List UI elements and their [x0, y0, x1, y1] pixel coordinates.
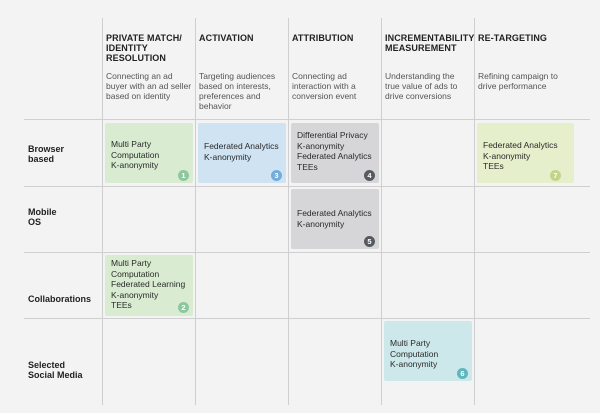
number-badge: 2 — [178, 302, 189, 313]
column-title-attribution — [292, 33, 353, 43]
number-badge: 5 — [364, 236, 375, 247]
number-badge: 1 — [178, 170, 189, 181]
column-desc-activation — [199, 71, 275, 111]
cell-line: TEEs — [483, 161, 504, 171]
cell-line: TEEs — [297, 161, 318, 172]
column-desc-line: preferences and — [199, 91, 261, 101]
grid-line-row-4 — [24, 318, 590, 319]
cell-text — [111, 139, 159, 171]
number-badge: 6 — [457, 368, 468, 379]
row-label-line: Browser — [28, 144, 65, 154]
grid-line-col-3 — [288, 18, 289, 405]
cell-line: Federated Learning — [111, 279, 186, 289]
grid-line-col-1 — [102, 18, 103, 405]
number-badge: 4 — [364, 170, 375, 181]
number-badge: 7 — [550, 170, 561, 181]
cell-browser-retargeting — [477, 123, 574, 183]
number-badge: 3 — [271, 170, 282, 181]
cell-text — [483, 140, 558, 172]
column-desc-line: Understanding the — [385, 71, 455, 81]
column-desc-line: buyer with an ad seller — [106, 81, 192, 91]
column-title-activation — [199, 33, 254, 43]
grid-line-row-2 — [24, 186, 590, 187]
row-label-line: Collaborations — [28, 294, 92, 304]
cell-line: Computation — [111, 149, 160, 160]
cell-browser-activation — [198, 123, 286, 183]
column-desc-identity — [106, 71, 191, 101]
grid-line-col-2 — [195, 18, 196, 405]
column-title-line: INCREMENTABILITY — [385, 33, 475, 43]
cell-text — [297, 130, 372, 172]
cell-line: K-anonymity — [204, 151, 252, 162]
column-desc-incrementability — [385, 71, 457, 101]
column-desc-line: drive performance — [478, 81, 547, 91]
row-label-line: based — [28, 154, 55, 164]
cell-line: K-anonymity — [483, 150, 531, 161]
grid-line-col-4 — [381, 18, 382, 405]
column-desc-line: drive conversions — [385, 91, 452, 101]
cell-mobile-attribution — [291, 189, 379, 249]
cell-line: Multi Party — [111, 139, 152, 149]
cell-line: K-anonymity — [111, 289, 159, 300]
row-label-line: Mobile — [28, 207, 57, 217]
grid-line-row-1 — [24, 119, 590, 120]
cell-line: K-anonymity — [111, 160, 159, 170]
column-desc-line: based on interests, — [199, 81, 271, 91]
cell-line: Multi Party — [111, 258, 152, 268]
cell-line: Computation — [390, 348, 439, 359]
column-desc-retargeting — [478, 71, 558, 91]
cell-line: Federated Analytics — [297, 151, 372, 161]
column-title-line: RESOLUTION — [106, 53, 167, 63]
cell-line: Federated Analytics — [483, 140, 558, 150]
cell-line: K-anonymity — [297, 140, 345, 151]
column-desc-line: Connecting ad — [292, 71, 347, 81]
cell-line: K-anonymity — [297, 218, 345, 229]
cell-line: Federated Analytics — [297, 208, 372, 218]
column-title-line: MEASUREMENT — [385, 43, 457, 53]
grid-line-row-3 — [24, 252, 590, 253]
cell-line: Federated Analytics — [204, 141, 279, 151]
cell-line: Multi Party — [390, 338, 431, 348]
column-title-identity — [106, 33, 182, 63]
column-desc-line: Targeting audiences — [199, 71, 276, 81]
grid-line-col-5 — [474, 18, 475, 405]
column-title-line: PRIVATE MATCH/ — [106, 33, 182, 43]
cell-text — [111, 258, 185, 311]
row-label-social — [28, 360, 83, 380]
row-label-collaborations — [28, 294, 91, 304]
column-desc-line: Connecting an ad — [106, 71, 173, 81]
cell-text — [204, 141, 279, 162]
row-label-mobile — [28, 207, 57, 227]
column-desc-line: conversion event — [292, 91, 357, 101]
cell-line: K-anonymity — [390, 359, 438, 369]
column-title-incrementability — [385, 33, 474, 53]
cell-browser-identity — [105, 123, 193, 183]
column-title-line: ATTRIBUTION — [292, 33, 354, 43]
column-desc-line: Refining campaign to — [478, 71, 558, 81]
column-desc-line: behavior — [199, 101, 232, 111]
cell-line: TEEs — [111, 300, 132, 310]
column-desc-line: interaction with a — [292, 81, 356, 91]
cell-browser-attribution — [291, 123, 379, 183]
cell-text — [297, 208, 372, 229]
row-label-browser — [28, 144, 64, 164]
cell-line: Differential Privacy — [297, 130, 368, 140]
column-desc-attribution — [292, 71, 356, 101]
row-label-line: Social Media — [28, 370, 83, 380]
row-label-line: OS — [28, 217, 42, 227]
column-title-retargeting — [478, 33, 547, 43]
cell-collaborations-identity — [105, 255, 193, 316]
column-desc-line: true value of ads to — [385, 81, 458, 91]
column-title-line: ACTIVATION — [199, 33, 254, 43]
cell-social-incrementability — [384, 321, 472, 381]
row-label-line: Selected — [28, 360, 66, 370]
column-title-line: RE-TARGETING — [478, 33, 548, 43]
column-title-line: IDENTITY — [106, 43, 148, 53]
column-desc-line: based on identity — [106, 91, 171, 101]
cell-text — [390, 338, 438, 370]
cell-line: Computation — [111, 268, 160, 279]
